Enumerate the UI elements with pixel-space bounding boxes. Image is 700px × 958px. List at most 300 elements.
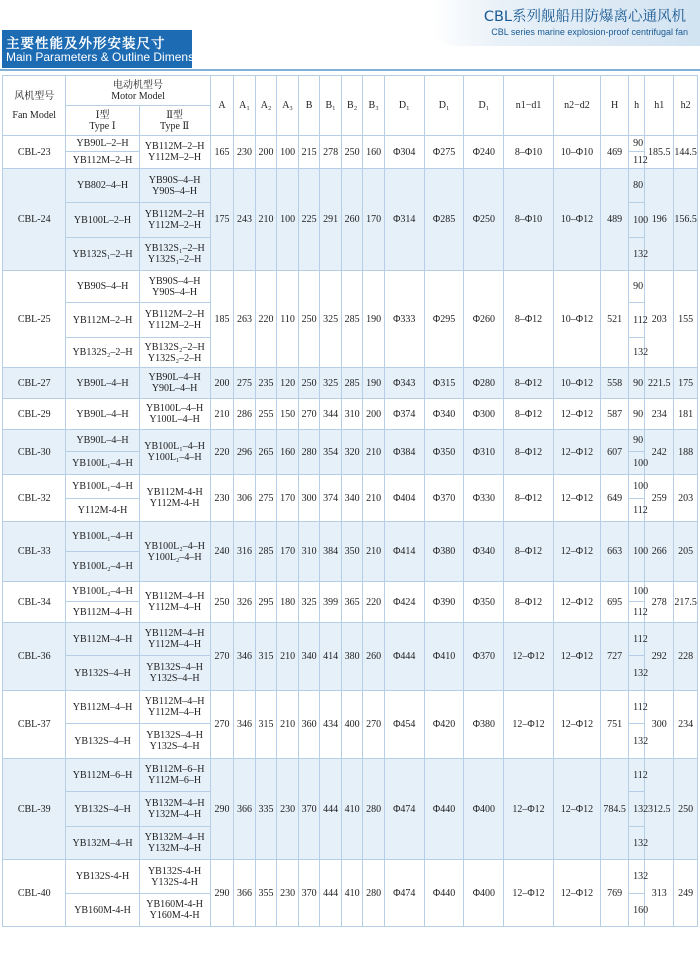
motor-type2-cell: YB100L₁–4–H Y100L₁–4–H	[139, 430, 210, 475]
motor-type2-cell: YB132S₁–2–H Y132S₁–2–H	[139, 238, 210, 271]
dimension-cell: Φ310	[464, 430, 504, 475]
fan-model-cell: CBL-39	[3, 759, 66, 860]
h-value-cell: 112	[629, 152, 645, 169]
dimension-cell: 260	[341, 169, 363, 271]
dimension-cell: 434	[320, 691, 342, 759]
motor-type2-cell: YB112M–6–H Y112M–6–H	[139, 759, 210, 792]
dimension-cell: 200	[363, 399, 385, 430]
dimension-cell: Φ404	[384, 475, 424, 522]
dimension-cell: 220	[255, 271, 277, 368]
motor-type1-cell: YB90L–2–H	[66, 136, 139, 152]
h1-cell: 242	[645, 430, 674, 475]
h-value-cell: 90	[629, 368, 645, 399]
motor-type2-cell: YB132S–4–H Y132S–4–H	[139, 656, 210, 691]
dimension-cell: 278	[320, 136, 342, 169]
motor-type1-cell: YB100L₂–4–H	[66, 552, 139, 582]
fan-model-header-en: Fan Model	[12, 109, 57, 121]
motor-type1-cell: YB90L–4–H	[66, 399, 139, 430]
column-header-17: h2	[674, 76, 698, 136]
dimension-cell: 607	[601, 430, 629, 475]
table-row	[3, 522, 698, 552]
fan-model-cell: CBL-29	[3, 399, 66, 430]
dimension-cell: 12–Φ12	[553, 759, 600, 860]
motor-type1-cell: YB132S-4-H	[66, 860, 139, 894]
dimension-cell: 380	[341, 623, 363, 691]
dimension-cell: Φ250	[464, 169, 504, 271]
h-value-cell: 132	[629, 238, 645, 271]
column-header-7: B₂	[341, 76, 363, 136]
h2-cell: 250	[674, 759, 698, 860]
dimension-cell: Φ384	[384, 430, 424, 475]
dimension-cell: Φ240	[464, 136, 504, 169]
dimension-cell: Φ295	[424, 271, 464, 368]
motor-type1-cell: YB100L₁–4–H	[66, 475, 139, 499]
dimension-cell: 10–Φ12	[553, 271, 600, 368]
fan-model-cell: CBL-32	[3, 475, 66, 522]
column-header-12: n1−d1	[504, 76, 553, 136]
fan-model-header-zh: 风机型号	[14, 90, 55, 102]
header-divider	[0, 69, 700, 71]
dimension-cell: 210	[363, 522, 385, 582]
series-title-en: CBL series marine explosion-proof centrifugal fan	[491, 27, 688, 37]
dimension-cell: 110	[277, 271, 299, 368]
dimension-cell: 325	[320, 368, 342, 399]
fan-model-cell: CBL-40	[3, 860, 66, 927]
dimension-cell: Φ304	[384, 136, 424, 169]
dimension-cell: 12–Φ12	[553, 582, 600, 623]
dimension-cell: 410	[341, 860, 363, 927]
dimension-cell: 12–Φ12	[504, 759, 553, 860]
motor-type2-cell: YB132M–4–H Y132M–4–H	[139, 792, 210, 827]
dimension-cell: Φ314	[384, 169, 424, 271]
dimension-cell: 150	[277, 399, 299, 430]
h1-cell: 196	[645, 169, 674, 271]
dimension-cell: 587	[601, 399, 629, 430]
dimension-cell: 335	[255, 759, 277, 860]
column-header-16: h1	[645, 76, 674, 136]
dimension-cell: Φ280	[464, 368, 504, 399]
h-value-cell: 90	[629, 430, 645, 452]
dimension-cell: 12–Φ12	[553, 430, 600, 475]
dimension-cell: 489	[601, 169, 629, 271]
dimension-cell: 290	[210, 759, 234, 860]
motor-type1-cell: YB160M-4-H	[66, 894, 139, 927]
dimension-cell: 769	[601, 860, 629, 927]
dimension-cell: 727	[601, 623, 629, 691]
motor-model-header	[66, 76, 210, 106]
h-value-cell: 112	[629, 499, 645, 522]
table-row	[3, 399, 698, 430]
dimension-cell: 344	[320, 399, 342, 430]
h2-cell: 181	[674, 399, 698, 430]
h-value-cell: 132	[629, 338, 645, 368]
dimension-cell: 310	[298, 522, 320, 582]
type1-header-en: Type Ⅰ	[89, 120, 116, 132]
motor-type1-cell: YB112M–4–H	[66, 691, 139, 724]
dimension-cell: 275	[255, 475, 277, 522]
dimension-cell: 340	[298, 623, 320, 691]
h-value-cell: 160	[629, 894, 645, 927]
table-row	[3, 691, 698, 724]
dimension-cell: 275	[234, 368, 256, 399]
motor-type2-cell: YB132M–4–H Y132M–4–H	[139, 827, 210, 860]
dimension-cell: 291	[320, 169, 342, 271]
dimension-cell: 215	[298, 136, 320, 169]
dimension-cell: 12–Φ12	[553, 623, 600, 691]
series-brand-banner	[432, 0, 700, 46]
motor-type1-cell: YB112M–4–H	[66, 623, 139, 656]
dimension-cell: 240	[210, 522, 234, 582]
table-row	[3, 860, 698, 894]
dimension-cell: 230	[210, 475, 234, 522]
motor-type2-cell: YB160M-4-H Y160M-4-H	[139, 894, 210, 927]
dimension-cell: 400	[341, 691, 363, 759]
h2-cell: 249	[674, 860, 698, 927]
dimension-cell: 444	[320, 860, 342, 927]
dimension-cell: 8–Φ10	[504, 169, 553, 271]
dimension-cell: 250	[298, 368, 320, 399]
h-value-cell: 112	[629, 602, 645, 623]
dimension-cell: 444	[320, 759, 342, 860]
motor-type1-cell: YB802–4–H	[66, 169, 139, 203]
table-row	[3, 368, 698, 399]
column-header-5: B	[298, 76, 320, 136]
dimension-cell: 285	[341, 368, 363, 399]
dimension-cell: 410	[341, 759, 363, 860]
dimension-cell: 355	[255, 860, 277, 927]
dimension-cell: 649	[601, 475, 629, 522]
dimension-cell: Φ410	[424, 623, 464, 691]
dimension-cell: 326	[234, 582, 256, 623]
dimension-cell: 165	[210, 136, 234, 169]
dimension-cell: 270	[210, 623, 234, 691]
fan-model-header	[3, 76, 66, 136]
motor-type2-cell: YB90L–4–H Y90L–4–H	[139, 368, 210, 399]
motor-type1-cell: YB132S–4–H	[66, 792, 139, 827]
dimension-cell: 360	[298, 691, 320, 759]
dimension-cell: 310	[341, 399, 363, 430]
dimension-cell: 414	[320, 623, 342, 691]
motor-type1-cell: YB100L₂–4–H	[66, 582, 139, 602]
dimension-cell: 12–Φ12	[553, 691, 600, 759]
fan-model-cell: CBL-33	[3, 522, 66, 582]
column-header-1: A	[210, 76, 234, 136]
dimension-cell: 243	[234, 169, 256, 271]
dimension-cell: Φ390	[424, 582, 464, 623]
h-value-cell: 80	[629, 169, 645, 203]
h-value-cell: 90	[629, 136, 645, 152]
motor-type2-cell: YB112M–4–H Y112M–4–H	[139, 691, 210, 724]
dimension-cell: 285	[341, 271, 363, 368]
dimension-cell: 270	[363, 691, 385, 759]
dimension-cell: 354	[320, 430, 342, 475]
motor-type1-cell: YB132M–4–H	[66, 827, 139, 860]
motor-type1-cell: YB90S–4–H	[66, 271, 139, 303]
motor-type1-cell: YB112M–4–H	[66, 602, 139, 623]
dimension-cell: 346	[234, 623, 256, 691]
dimension-cell: 295	[255, 582, 277, 623]
type2-header	[139, 106, 210, 136]
dimension-cell: Φ420	[424, 691, 464, 759]
dimension-cell: 350	[341, 522, 363, 582]
dimension-cell: Φ380	[424, 522, 464, 582]
dimension-cell: 370	[298, 860, 320, 927]
dimension-cell: 374	[320, 475, 342, 522]
h1-cell: 266	[645, 522, 674, 582]
motor-type2-cell: YB132S₂–2–H Y132S₂–2–H	[139, 338, 210, 368]
motor-type2-cell: YB132S-4-H Y132S-4-H	[139, 860, 210, 894]
dimension-cell: 12–Φ12	[553, 522, 600, 582]
dimension-cell: 558	[601, 368, 629, 399]
motor-type1-cell: YB132S₁–2–H	[66, 238, 139, 271]
dimension-cell: 230	[234, 136, 256, 169]
h1-cell: 185.5	[645, 136, 674, 169]
motor-type1-cell: YB90L–4–H	[66, 368, 139, 399]
dimension-cell: Φ380	[464, 691, 504, 759]
motor-type2-cell: YB90S–4–H Y90S–4–H	[139, 271, 210, 303]
section-title-zh: 主要性能及外形安装尺寸	[6, 36, 166, 52]
motor-type1-cell: YB132S–4–H	[66, 724, 139, 759]
dimension-cell: Φ370	[424, 475, 464, 522]
dimension-cell: 663	[601, 522, 629, 582]
dimension-cell: 185	[210, 271, 234, 368]
h-value-cell: 112	[629, 691, 645, 724]
h2-cell: 188	[674, 430, 698, 475]
dimension-cell: 469	[601, 136, 629, 169]
h2-cell: 155	[674, 271, 698, 368]
dimension-cell: 290	[210, 860, 234, 927]
motor-type1-cell: YB90L–4–H	[66, 430, 139, 452]
dimension-cell: 220	[363, 582, 385, 623]
fan-model-cell: CBL-37	[3, 691, 66, 759]
dimension-cell: 8–Φ12	[504, 271, 553, 368]
h-value-cell: 100	[629, 582, 645, 602]
dimension-cell: 200	[210, 368, 234, 399]
dimension-cell: 695	[601, 582, 629, 623]
dimension-cell: 220	[210, 430, 234, 475]
dimension-cell: 370	[298, 759, 320, 860]
dimension-cell: Φ400	[464, 860, 504, 927]
dimension-cell: 784.5	[601, 759, 629, 860]
motor-type1-cell: YB132S₂–2–H	[66, 338, 139, 368]
motor-model-header-en: Motor Model	[111, 90, 165, 102]
table-body	[3, 136, 698, 927]
column-header-8: B₃	[363, 76, 385, 136]
dimension-cell: 250	[341, 136, 363, 169]
dimension-cell: Φ340	[424, 399, 464, 430]
motor-type2-cell: YB112M–2–H Y112M–2–H	[139, 203, 210, 238]
motor-type2-cell: YB100L₂–4–H Y100L₂–4–H	[139, 522, 210, 582]
dimension-cell: 8–Φ12	[504, 368, 553, 399]
dimension-cell: 399	[320, 582, 342, 623]
type1-header-zh: Ⅰ型	[95, 109, 110, 121]
dimension-cell: Φ454	[384, 691, 424, 759]
type1-header	[66, 106, 139, 136]
column-header-3: A₂	[255, 76, 277, 136]
dimension-cell: Φ474	[384, 759, 424, 860]
dimension-cell: 8–Φ10	[504, 136, 553, 169]
dimension-cell: 260	[363, 623, 385, 691]
dimension-cell: 521	[601, 271, 629, 368]
dimension-cell: 366	[234, 759, 256, 860]
dimension-cell: 316	[234, 522, 256, 582]
h-value-cell: 112	[629, 623, 645, 656]
dimension-cell: Φ300	[464, 399, 504, 430]
page-header	[0, 0, 700, 70]
dimension-cell: 306	[234, 475, 256, 522]
h2-cell: 217.5	[674, 582, 698, 623]
dimension-cell: 280	[363, 759, 385, 860]
dimension-cell: Φ260	[464, 271, 504, 368]
dimension-cell: Φ350	[424, 430, 464, 475]
column-header-9: D₁	[384, 76, 424, 136]
dimension-cell: 270	[298, 399, 320, 430]
dimension-cell: 8–Φ12	[504, 522, 553, 582]
motor-type2-cell: YB112M–4–H Y112M–4–H	[139, 582, 210, 623]
dimension-cell: 170	[277, 522, 299, 582]
h1-cell: 313	[645, 860, 674, 927]
dimension-cell: 365	[341, 582, 363, 623]
table-header-row	[3, 76, 698, 106]
dimension-cell: Φ370	[464, 623, 504, 691]
column-header-10: D₁	[424, 76, 464, 136]
h1-cell: 300	[645, 691, 674, 759]
parameters-table	[2, 75, 698, 927]
h2-cell: 156.5	[674, 169, 698, 271]
table-row	[3, 759, 698, 792]
dimension-cell: 120	[277, 368, 299, 399]
dimension-cell: 175	[210, 169, 234, 271]
dimension-cell: 210	[363, 430, 385, 475]
dimension-cell: Φ343	[384, 368, 424, 399]
dimension-cell: 170	[277, 475, 299, 522]
dimension-cell: 325	[298, 582, 320, 623]
motor-type1-cell: YB112M–2–H	[66, 152, 139, 169]
dimension-cell: 225	[298, 169, 320, 271]
dimension-cell: 751	[601, 691, 629, 759]
h1-cell: 292	[645, 623, 674, 691]
motor-type2-cell: YB112M–2–H Y112M–2–H	[139, 136, 210, 169]
h-value-cell: 100	[629, 475, 645, 499]
fan-model-cell: CBL-27	[3, 368, 66, 399]
series-title-zh: CBL系列舰船用防爆离心通风机	[483, 9, 686, 25]
fan-model-cell: CBL-34	[3, 582, 66, 623]
dimension-cell: 8–Φ12	[504, 582, 553, 623]
dimension-cell: 300	[298, 475, 320, 522]
dimension-cell: 285	[255, 522, 277, 582]
table-row	[3, 430, 698, 452]
dimension-cell: Φ285	[424, 169, 464, 271]
motor-type1-cell: YB132S–4–H	[66, 656, 139, 691]
fan-model-cell: CBL-24	[3, 169, 66, 271]
fan-model-cell: CBL-23	[3, 136, 66, 169]
h2-cell: 234	[674, 691, 698, 759]
dimension-cell: Φ414	[384, 522, 424, 582]
column-header-14: H	[601, 76, 629, 136]
h1-cell: 312.5	[645, 759, 674, 860]
dimension-cell: 255	[255, 399, 277, 430]
h2-cell: 228	[674, 623, 698, 691]
dimension-cell: Φ400	[464, 759, 504, 860]
type2-header-zh: Ⅱ型	[166, 109, 184, 121]
dimension-cell: 210	[363, 475, 385, 522]
dimension-cell: 100	[277, 136, 299, 169]
dimension-cell: Φ440	[424, 860, 464, 927]
dimension-cell: 384	[320, 522, 342, 582]
dimension-cell: 270	[210, 691, 234, 759]
dimension-cell: Φ333	[384, 271, 424, 368]
column-header-11: D₁	[464, 76, 504, 136]
dimension-cell: Φ315	[424, 368, 464, 399]
dimension-cell: 10–Φ12	[553, 169, 600, 271]
h2-cell: 205	[674, 522, 698, 582]
dimension-cell: 315	[255, 623, 277, 691]
dimension-cell: 230	[277, 860, 299, 927]
motor-type1-cell: YB100L₁–4–H	[66, 452, 139, 475]
dimension-cell: 315	[255, 691, 277, 759]
motor-type2-cell: YB112M–2–H Y112M–2–H	[139, 303, 210, 338]
h2-cell: 144.5	[674, 136, 698, 169]
dimension-cell: 210	[210, 399, 234, 430]
section-title-box	[2, 30, 217, 68]
dimension-cell: 366	[234, 860, 256, 927]
fan-model-cell: CBL-25	[3, 271, 66, 368]
motor-type2-cell: YB90S–4–H Y90S–4–H	[139, 169, 210, 203]
dimension-cell: 12–Φ12	[553, 475, 600, 522]
dimension-cell: 12–Φ12	[553, 399, 600, 430]
dimension-cell: 180	[277, 582, 299, 623]
dimension-cell: 210	[277, 623, 299, 691]
dimension-cell: 170	[363, 169, 385, 271]
h-value-cell: 100	[629, 522, 645, 582]
dimension-cell: 12–Φ12	[553, 860, 600, 927]
dimension-cell: 263	[234, 271, 256, 368]
motor-type1-cell: YB100L₁–4–H	[66, 522, 139, 552]
dimension-cell: 286	[234, 399, 256, 430]
dimension-cell: Φ444	[384, 623, 424, 691]
h2-cell: 203	[674, 475, 698, 522]
table-row	[3, 475, 698, 499]
dimension-cell: 190	[363, 271, 385, 368]
h-value-cell: 90	[629, 399, 645, 430]
fan-model-cell: CBL-30	[3, 430, 66, 475]
dimension-cell: 200	[255, 136, 277, 169]
column-header-15: h	[629, 76, 645, 136]
motor-type1-cell: YB112M–2–H	[66, 303, 139, 338]
column-header-6: B₁	[320, 76, 342, 136]
dimension-cell: Φ340	[464, 522, 504, 582]
dimension-cell: 8–Φ12	[504, 475, 553, 522]
dimension-cell: 280	[363, 860, 385, 927]
dimension-cell: 320	[341, 430, 363, 475]
column-header-13: n2−d2	[553, 76, 600, 136]
h-value-cell: 132	[629, 792, 645, 827]
motor-type2-cell: YB112M-4-H Y112M-4-H	[139, 475, 210, 522]
dimension-cell: Φ374	[384, 399, 424, 430]
motor-type2-cell: YB100L–4–H Y100L–4–H	[139, 399, 210, 430]
dimension-cell: 100	[277, 169, 299, 271]
dimension-cell: 235	[255, 368, 277, 399]
column-header-2: A₁	[234, 76, 256, 136]
dimension-cell: 210	[277, 691, 299, 759]
dimension-cell: 250	[210, 582, 234, 623]
dimension-cell: 8–Φ12	[504, 430, 553, 475]
h1-cell: 278	[645, 582, 674, 623]
h2-cell: 175	[674, 368, 698, 399]
h-value-cell: 132	[629, 724, 645, 759]
dimension-cell: 230	[277, 759, 299, 860]
type2-header-en: Type Ⅱ	[160, 120, 190, 132]
